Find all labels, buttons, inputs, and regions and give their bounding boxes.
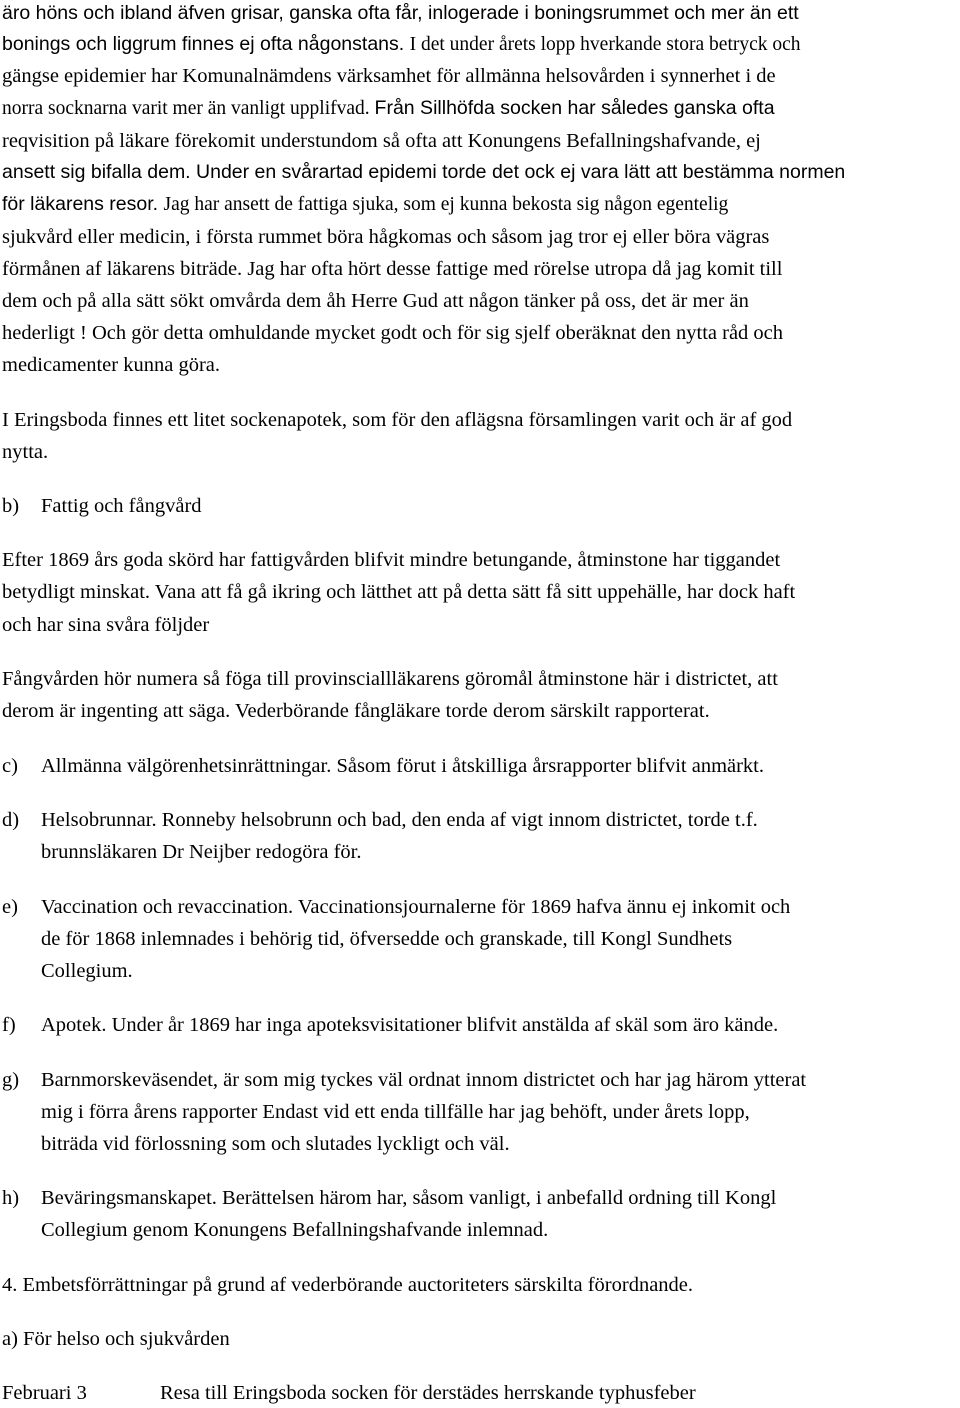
item-text: brunnsläkaren Dr Neijber redogöra för. — [41, 841, 362, 863]
entry-text: Resa till Eringsboda socken för derstädes herrskande typhusfeber — [160, 1382, 696, 1404]
text-run: reqvisition på läkare förekomit understundom så ofta att Konungens Befallningshafvande, ej — [2, 130, 761, 152]
text-line: nytta. — [2, 441, 49, 463]
text-line — [2, 320, 783, 346]
text-line — [2, 256, 782, 282]
item-label: h) — [2, 1187, 20, 1209]
text-run: förmånen af läkarens biträde. — [2, 258, 248, 280]
section-subheading: a) För helso och sjukvården — [2, 1328, 230, 1350]
item-text: Beväringsmanskapet. Berättelsen härom har, såsom vanligt, i anbefalld ordning till Kongl — [41, 1187, 777, 1209]
item-text: Helsobrunnar. Ronneby helsobrunn och bad, den enda af vigt innom districtet, torde t.f. — [41, 809, 758, 831]
item-text: mig i förra årens rapporter Endast vid ett enda tillfälle har jag behöft, under årets lopp, — [41, 1101, 750, 1123]
text-line — [2, 191, 728, 218]
text-run: ansett sig bifalla dem. — [2, 161, 197, 183]
text-run: bonings och liggrum finnes ej ofta någonstans. — [2, 33, 410, 55]
item-text: Collegium. — [41, 960, 133, 982]
item-label: c) — [2, 755, 18, 777]
text-line — [2, 352, 220, 378]
text-run: dem och på alla sätt sökt omvårda dem åh Herre Gud att någon tänker på oss, det är mer än — [2, 290, 749, 312]
item-text: Collegium genom Konungens Befallningshafvande inlemnad. — [41, 1219, 549, 1241]
entry-date: Februari 3 — [2, 1382, 87, 1404]
text-run: äro höns och ibland äfven grisar, ganska ofta får, inlogerade i boningsrummet och mer än ett — [2, 2, 799, 24]
text-run: hederligt ! Och gör detta omhuldande mycket godt och för sig sjelf oberäknat den nytta råd och — [2, 322, 784, 344]
item-label: g) — [2, 1069, 20, 1091]
text-line: och har sina svåra följder — [2, 614, 210, 636]
text-line — [2, 159, 845, 185]
text-run: I det under årets lopp hverkande stora betryck och — [409, 34, 801, 55]
item-label: f) — [2, 1014, 16, 1036]
text-line — [2, 224, 769, 250]
text-run: sjukvård eller medicin, i första rummet böra hågkomas och såsom jag tror ej eller böra vägras — [2, 226, 770, 248]
text-line — [2, 128, 761, 154]
text-line: I Eringsboda finnes ett litet sockenapotek, som för den aflägsna församlingen varit och är af god — [2, 409, 793, 431]
text-run: Från Sillhöfda socken har således ganska ofta — [374, 97, 775, 119]
text-run: Under en svårartad epidemi torde det ock ej vara lätt att bestämma normen — [196, 161, 846, 183]
text-run: för läkarens resor. — [2, 193, 164, 215]
item-text: Vaccination och revaccination. Vaccinationsjournalerne för 1869 hafva ännu ej inkomit och — [41, 896, 791, 918]
item-text: Allmänna välgörenhetsinrättningar. Såsom förut i åtskilliga årsrapporter blifvit anmärkt. — [41, 755, 765, 777]
text-line: Efter 1869 års goda skörd har fattigvården blifvit mindre betungande, åtminstone har tiggandet — [2, 549, 781, 571]
text-line: derom är ingenting att säga. Vederbörande fångläkare torde derom särskilt rapporterat. — [2, 700, 710, 722]
section-title: Fattig och fångvård — [41, 495, 202, 517]
text-run: Jag har ofta hört desse fattige med rörelse utropa då jag komit till — [247, 258, 783, 280]
text-run: Jag har ansett de fattiga sjuka, som ej kunna bekosta sig någon egentelig — [163, 194, 729, 215]
item-text: de för 1868 inlemnades i behörig tid, öfversedde och granskade, till Kongl Sundhets — [41, 928, 733, 950]
text-run: medicamenter kunna göra. — [2, 354, 221, 376]
section-heading: 4. Embetsförrättningar på grund af vederbörande auctoriteters särskilta förordnande. — [2, 1274, 694, 1296]
text-line — [2, 63, 776, 89]
item-label: d) — [2, 809, 20, 831]
text-run: norra socknarna varit mer än vanligt upplifvad. — [2, 98, 375, 119]
item-label: e) — [2, 896, 18, 918]
text-line — [2, 31, 801, 58]
text-line — [2, 288, 749, 314]
item-text: Barnmorskeväsendet, är som mig tyckes väl ordnat innom districtet och har jag härom ytterat — [41, 1069, 807, 1091]
text-line: betydligt minskat. Vana att få gå ikring och lätthet att på detta sätt få sitt uppehälle, har dock haft — [2, 581, 796, 603]
text-line — [2, 95, 775, 122]
item-text: biträda vid förlossning som och slutades lyckligt och väl. — [41, 1133, 510, 1155]
text-line: Fångvården hör numera så föga till provinsciallläkarens göromål åtminstone här i districtet, att — [2, 668, 778, 690]
text-line — [2, 0, 799, 26]
text-run: gängse epidemier har Komunalnämdens värksamhet för allmänna helsovården i synnerhet i de — [2, 65, 776, 87]
item-text: Apotek. Under år 1869 har inga apoteksvisitationer blifvit anstälda af skäl som äro kände. — [41, 1014, 779, 1036]
section-label: b) — [2, 495, 20, 517]
